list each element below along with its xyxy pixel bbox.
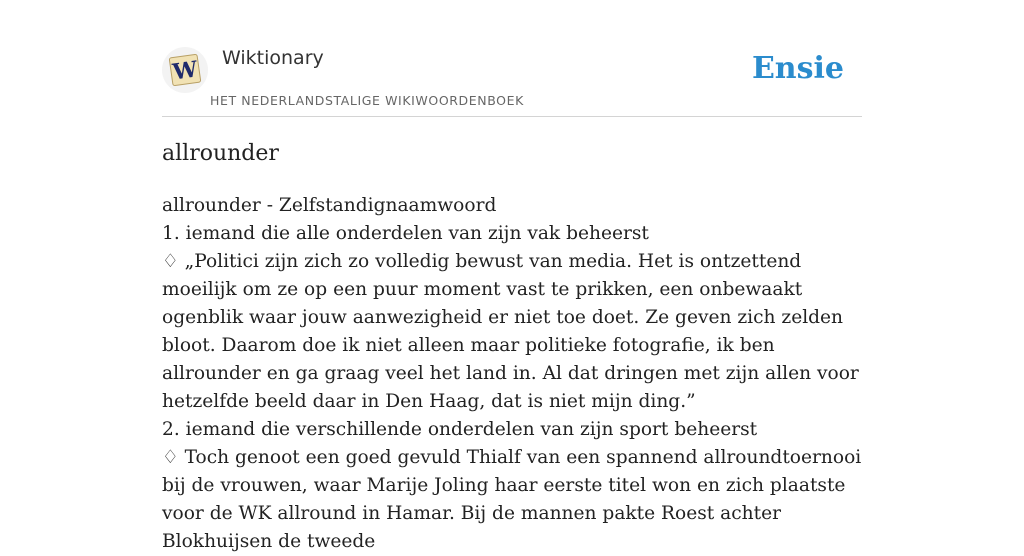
site-header [162,0,862,117]
definition-1: 1. iemand die alle onderdelen van zijn vak beheerst [162,223,649,244]
entry-heading: allrounder - Zelfstandignaamwoord [162,195,497,216]
logo-letter: W [171,56,200,86]
ensie-brand-link[interactable]: Ensie [751,51,844,86]
entry-content [162,192,862,556]
site-tagline: HET NEDERLANDSTALIGE WIKIWOORDENBOEK [210,93,524,108]
site-name[interactable]: Wiktionary [222,47,324,69]
entry-title: allrounder [162,141,279,166]
definition-2: 2. iemand die verschillende onderdelen van zijn sport beheerst [162,419,758,440]
example-2: ♢ Toch genoot een goed gevuld Thialf van een spannend allroundtoernooi bij de vrouwen, waar Marije Joling haar eerste titel won en zich plaatste voor de WK allround in Hamar. Bij de mannen pakte Roest achter Blokhuijsen de tweede [162,447,862,552]
wiktionary-logo-icon[interactable] [162,47,208,93]
page [162,0,862,552]
example-1: ♢ „Politici zijn zich zo volledig bewust van media. Het is ontzettend moeilijk om ze op een puur moment vast te prikken, een onbewaakt ogenblik waar jouw aanwezigheid er niet toe doet. Ze geven zich zelden bloot. Daarom doe ik niet alleen maar politieke fotografie, ik ben allrounder en ga graag veel het land in. Al dat dringen met zijn allen voor hetzelfde beeld daar in Den Haag, dat is niet mijn ding.” [162,251,859,412]
